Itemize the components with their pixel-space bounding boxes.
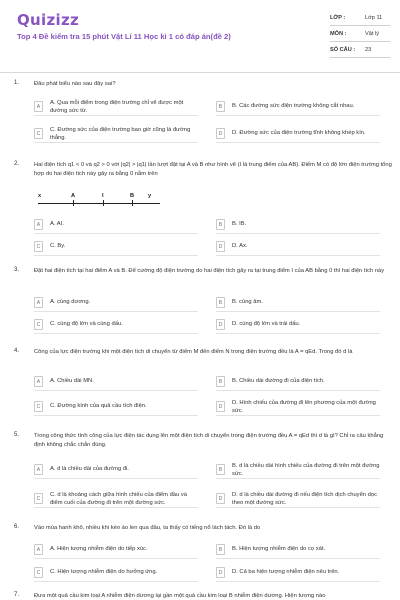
divider bbox=[330, 41, 390, 42]
option-text: B. cùng âm. bbox=[232, 299, 263, 305]
option-d[interactable] bbox=[216, 238, 380, 256]
option-letter: B bbox=[216, 101, 225, 112]
meta-subject-label: MÔN : bbox=[330, 31, 347, 37]
option-c[interactable] bbox=[34, 238, 198, 256]
option-text: D. cùng độ lớn và trái dấu. bbox=[232, 321, 301, 327]
option-letter: B bbox=[216, 544, 225, 555]
option-letter: D bbox=[216, 128, 225, 139]
option-text: D. Ax. bbox=[232, 243, 248, 249]
option-letter: A bbox=[34, 376, 43, 387]
question-text: Vào mùa hanh khô, nhiều khi kéo áo len qua đầu, ta thấy có tiếng nổ lách tách. Đó là do bbox=[34, 525, 261, 531]
option-text: A. d là chiều dài của đường đi. bbox=[50, 466, 129, 472]
option-text: C. cùng độ lớn và cùng dấu. bbox=[50, 321, 123, 327]
option-letter: D bbox=[216, 401, 225, 412]
option-d[interactable] bbox=[216, 125, 380, 143]
question-number: 7. bbox=[14, 592, 20, 598]
diagram-tick-i bbox=[103, 200, 104, 206]
option-text: D. Cả ba hiện tượng nhiễm điện nêu trên. bbox=[232, 569, 340, 575]
option-a[interactable] bbox=[34, 373, 198, 391]
option-a[interactable] bbox=[34, 541, 198, 559]
question-text: Trong công thức tính công của lực điện tác dụng lên một điện tích di chuyển trong điện trường đều A = qEd thì d là gì? Chỉ ra câu khẳng định không chắc chắn đúng. bbox=[34, 433, 384, 448]
option-text: B. Chiều dài đường đi của điện tích. bbox=[232, 378, 325, 384]
option-b[interactable] bbox=[216, 294, 380, 312]
option-d[interactable] bbox=[216, 398, 380, 416]
option-b[interactable] bbox=[216, 216, 380, 234]
question-text: Đâu phát biểu nào sau đây sai? bbox=[34, 81, 116, 87]
option-text: D. d là chiều dài đường đi nếu điện tích dịch chuyển dọc theo một đường sức. bbox=[232, 492, 377, 506]
option-text: A. cùng dương. bbox=[50, 299, 91, 305]
option-letter: C bbox=[34, 567, 43, 578]
question-number: 5. bbox=[14, 432, 20, 438]
option-c[interactable] bbox=[34, 398, 198, 416]
meta-count-label: SỐ CÂU : bbox=[330, 47, 356, 53]
option-letter: D bbox=[216, 241, 225, 252]
question-number: 6. bbox=[14, 524, 20, 530]
option-c[interactable] bbox=[34, 490, 198, 508]
option-a[interactable] bbox=[34, 216, 198, 234]
option-letter: D bbox=[216, 319, 225, 330]
option-d[interactable] bbox=[216, 564, 380, 582]
diagram-label-b: B bbox=[130, 193, 135, 199]
option-text: A. Chiều dài MN. bbox=[50, 378, 94, 384]
question-number: 3. bbox=[14, 267, 20, 273]
option-letter: C bbox=[34, 319, 43, 330]
option-c[interactable] bbox=[34, 316, 198, 334]
option-letter: A bbox=[34, 219, 43, 230]
option-letter: C bbox=[34, 241, 43, 252]
question-number: 1. bbox=[14, 80, 20, 86]
page-title: Top 4 Đề kiểm tra 15 phút Vật Lí 11 Học kì 1 có đáp án(đề 2) bbox=[17, 32, 231, 41]
option-text: B. IB. bbox=[232, 221, 247, 227]
option-text: C. Hiện tượng nhiễm điện do hưởng ứng. bbox=[50, 569, 158, 575]
axis-diagram bbox=[34, 193, 164, 213]
option-text: C. Đường kính của quả cầu tích điện. bbox=[50, 403, 147, 409]
option-letter: D bbox=[216, 567, 225, 578]
meta-count-value: 23 bbox=[365, 47, 372, 53]
option-text: A. AI. bbox=[50, 221, 64, 227]
option-text: B. Các đường sức điện trường không cắt nhau. bbox=[232, 103, 355, 109]
option-b[interactable] bbox=[216, 461, 380, 479]
question-text: Đặt hai điện tích tại hai điểm A và B. Để cường độ điện trường do hai điện tích gây ra tại trung điểm I của AB bằng 0 thì hai điện tích này bbox=[34, 268, 385, 274]
option-text: D. Đường sức của điện trường tĩnh không khép kín. bbox=[232, 130, 366, 136]
worksheet-header bbox=[0, 0, 400, 66]
option-letter: B bbox=[216, 376, 225, 387]
diagram-label-i: I bbox=[102, 193, 104, 199]
option-letter: A bbox=[34, 544, 43, 555]
quizizz-logo: Quizizz bbox=[17, 11, 80, 29]
option-c[interactable] bbox=[34, 125, 198, 143]
header-divider bbox=[0, 72, 400, 73]
divider bbox=[330, 25, 390, 26]
option-b[interactable] bbox=[216, 98, 380, 116]
option-text: D. Hình chiếu của đường đi lên phương của một đường sức. bbox=[232, 400, 376, 414]
option-letter: B bbox=[216, 464, 225, 475]
question-text: Công của lực điện trường khi một điện tích di chuyển từ điểm M đến điểm N trong điện trường đều là A = qEd. Trong đó d là bbox=[34, 349, 353, 355]
option-text: A. Qua mỗi điểm trong điện trường chỉ vẽ được một đường sức từ. bbox=[50, 100, 184, 114]
option-a[interactable] bbox=[34, 461, 198, 479]
option-letter: C bbox=[34, 128, 43, 139]
meta-class-label: LỚP : bbox=[330, 15, 346, 21]
diagram-label-y: y bbox=[148, 193, 152, 199]
option-letter: B bbox=[216, 297, 225, 308]
option-letter: A bbox=[34, 464, 43, 475]
option-b[interactable] bbox=[216, 373, 380, 391]
option-letter: D bbox=[216, 493, 225, 504]
diagram-tick-b bbox=[132, 200, 133, 206]
question-number: 2. bbox=[14, 161, 20, 167]
question-text: Đưa một quả cầu kim loại A nhiễm điện dương lại gần một quả cầu kim loại B nhiễm điện dương. Hiện tượng nào bbox=[34, 593, 326, 599]
question-number: 4. bbox=[14, 348, 20, 354]
option-text: C. Đường sức của điện trường bao giờ cũng là đường thẳng. bbox=[50, 127, 191, 141]
option-letter: A bbox=[34, 297, 43, 308]
meta-subject-value: Vật lý bbox=[365, 31, 379, 37]
option-d[interactable] bbox=[216, 490, 380, 508]
option-letter: B bbox=[216, 219, 225, 230]
question-text: Hai điện tích q1 < 0 và q2 > 0 với |q2| > |q1| lần lượt đặt tại A và B như hình vẽ (I là trung điểm của AB). Điểm M có độ lớn điện trường tổng hợp do hai điện tích này gây ra bằng 0 nằm trên bbox=[34, 162, 392, 177]
option-letter: C bbox=[34, 493, 43, 504]
divider bbox=[330, 57, 390, 58]
axis-line bbox=[38, 203, 160, 204]
option-text: B. d là chiều dài hình chiếu của đường đi trên một đường sức. bbox=[232, 463, 380, 477]
option-a[interactable] bbox=[34, 294, 198, 312]
option-d[interactable] bbox=[216, 316, 380, 334]
option-text: C. d là khoảng cách giữa hình chiếu của điểm đầu và điểm cuối của đường đi trên một đường sức. bbox=[50, 492, 187, 506]
diagram-label-x: x bbox=[38, 193, 42, 199]
diagram-label-a: A bbox=[71, 193, 76, 199]
option-letter: A bbox=[34, 101, 43, 112]
option-a[interactable] bbox=[34, 98, 198, 116]
option-letter: C bbox=[34, 401, 43, 412]
option-c[interactable] bbox=[34, 564, 198, 582]
option-b[interactable] bbox=[216, 541, 380, 559]
meta-class-value: Lớp 11 bbox=[365, 15, 383, 21]
option-text: A. Hiện tượng nhiễm điện do tiếp xúc. bbox=[50, 546, 148, 552]
diagram-tick-a bbox=[73, 200, 74, 206]
option-text: B. Hiện tượng nhiễm điện do cọ xát. bbox=[232, 546, 326, 552]
option-text: C. By. bbox=[50, 243, 66, 249]
